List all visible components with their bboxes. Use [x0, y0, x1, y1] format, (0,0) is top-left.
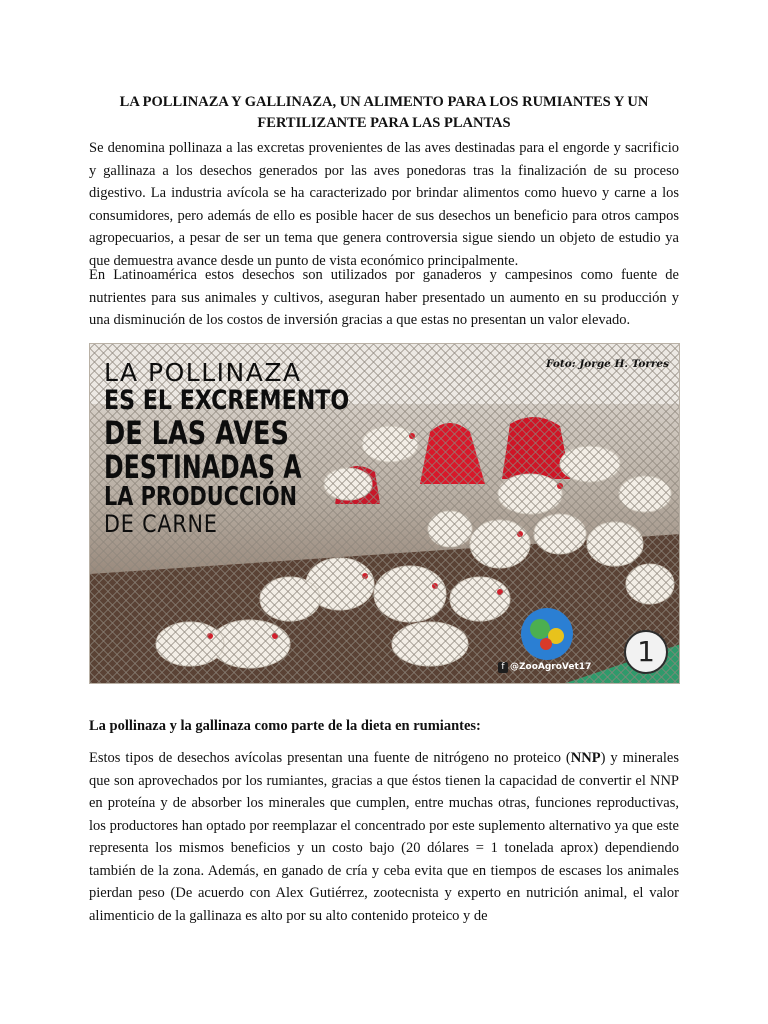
- paragraph-ruminants-rest: ) y minerales que son aprovechados por los rumiantes, gracias a que éstos tienen la capacidad de convertir el NNP en proteína y de absorber los minerales que cumplen, entre muchas otras, funciones reproductivas, los productores han optado por reemplazar el concentrado por este suplemento alternativo ya que este representa los mismos beneficios y un costo bajo (20 dólares = 1 tonelada aprox) dependiendo también de la zona. Además, en ganado de cría y ceba evita que en tiempos de escases los animales pierdan peso (De acuerdo con Alex Gutiérrez, zootecnista y experto en nutrición animal, el valor alimenticio de la gallinaza es alto por su alto contenido proteico y de: [89, 750, 679, 924]
- paragraph-latam: En Latinoamérica estos desechos son utilizados por ganaderos y campesinos como fuente de nutrientes para sus animales y cultivos, aseguran haber presentado un aumento en su producción y una disminución de los costos de inversión gracias a que estas no presentan un valor elevado.: [89, 267, 679, 328]
- title-line-1: LA POLLINAZA Y GALLINAZA, UN ALIMENTO PARA LOS RUMIANTES Y UN: [119, 94, 649, 110]
- nnp-bold-term: NNP: [570, 750, 601, 766]
- overlay-line-5: LA PRODUCCIÓN: [104, 482, 298, 512]
- paragraph-ruminants: [89, 747, 679, 927]
- page-number-badge: 1: [624, 630, 668, 674]
- social-handle: @ZooAgroVet17: [510, 662, 592, 672]
- overlay-line-1: LA POLLINAZA: [104, 358, 302, 387]
- section-subheading: La pollinaza y la gallinaza como parte de la dieta en rumiantes:: [89, 718, 481, 734]
- facebook-icon: f: [498, 662, 508, 673]
- paragraph-ruminants-start: Estos tipos de desechos avícolas presentan una fuente de nitrógeno no proteico (: [89, 750, 571, 766]
- paragraph-intro: Se denomina pollinaza a las excretas provenientes de las aves destinadas para el engorde y sacrificio y gallinaza a los desechos generados por las aves ponedoras tras la finalización de su proceso digestivo. La industria avícola se ha caracterizado por brindar alimentos como huevo y carne a los consumidores, pero además de ello es posible hacer de sus desechos un beneficio para otros campos agropecuarios, a pesar de ser un tema que genera controversia sigue siendo un objeto de estudio ya que demuestra avance desde un punto de vista económico principalmente.: [89, 140, 679, 269]
- photo-credit: Foto: Jorge H. Torres: [546, 358, 669, 370]
- overlay-line-6: DE CARNE: [104, 510, 218, 538]
- title-line-2: FERTILIZANTE PARA LAS PLANTAS: [257, 115, 511, 131]
- overlay-line-2: ES EL EXCREMENTO: [104, 385, 350, 416]
- overlay-line-4: DESTINADAS A: [104, 448, 302, 486]
- chicken-photo: [89, 343, 680, 684]
- overlay-line-3: DE LAS AVES: [104, 414, 289, 452]
- document-title: [92, 92, 676, 134]
